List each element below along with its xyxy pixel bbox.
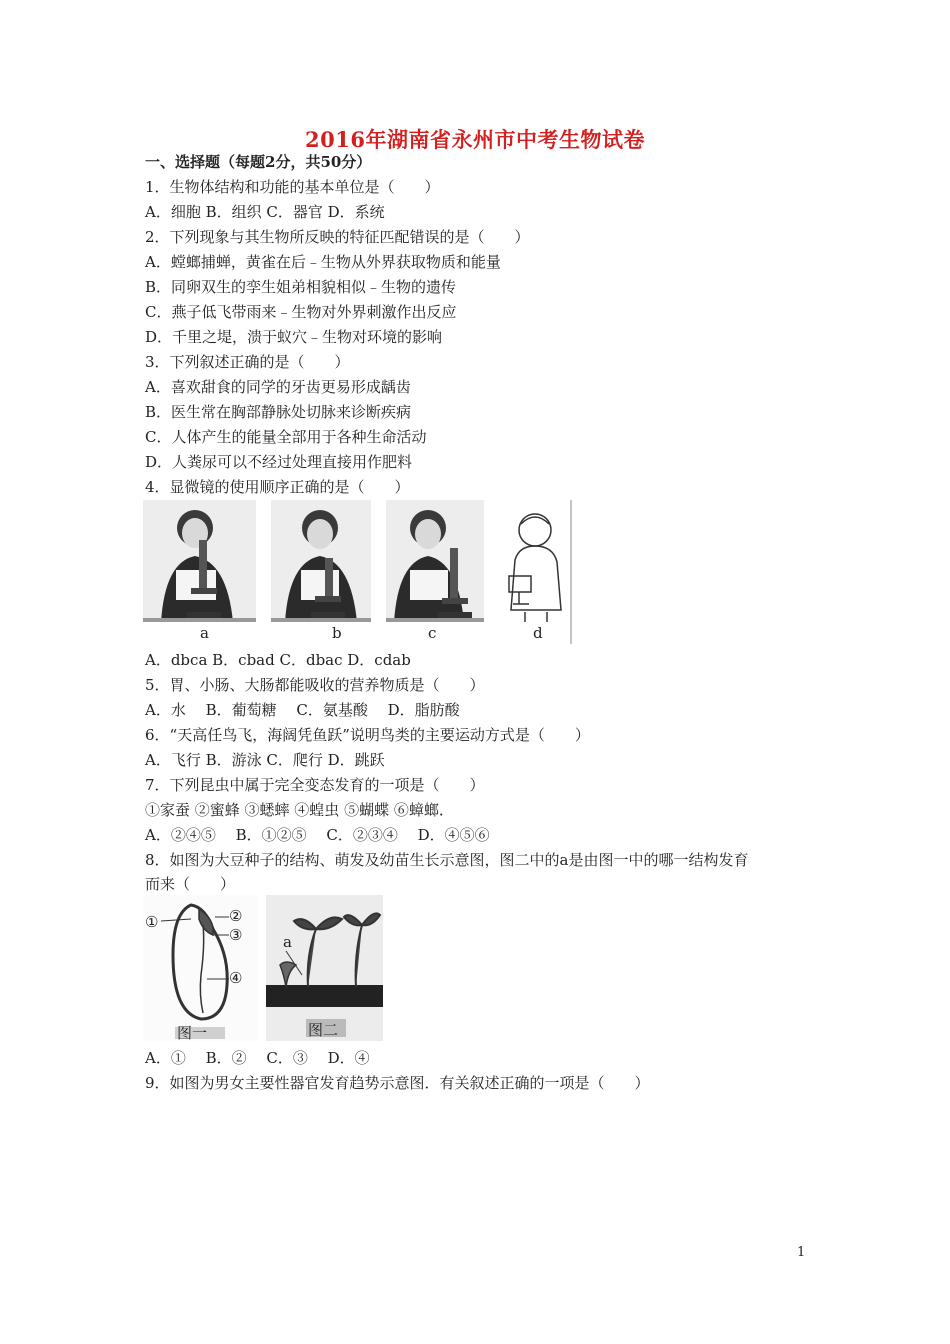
photo-a bbox=[143, 500, 256, 622]
question-2-option-a: A．螳螂捕蝉，黄雀在后﹣生物从外界获取物质和能量 bbox=[145, 253, 501, 271]
figure-one-label: 图一 bbox=[177, 1024, 208, 1041]
question-1: 1．生物体结构和功能的基本单位是（ ） bbox=[145, 178, 440, 196]
marker-3: ③ bbox=[229, 926, 243, 944]
question-3-option-c: C．人体产生的能量全部用于各种生命活动 bbox=[145, 428, 427, 446]
drawing-d bbox=[495, 500, 575, 644]
soybean-figure bbox=[143, 895, 383, 1041]
question-9: 9．如图为男女主要性器官发育趋势示意图．有关叙述正确的一项是（ ） bbox=[145, 1074, 650, 1092]
question-2: 2．下列现象与其生物所反映的特征匹配错误的是（ ） bbox=[145, 228, 530, 246]
question-6: 6．“天高任鸟飞，海阔凭鱼跃”说明鸟类的主要运动方式是（ ） bbox=[145, 726, 590, 744]
question-8-continued: 而来（ ） bbox=[145, 875, 236, 893]
question-5-options: A．水 B．葡萄糖 C．氨基酸 D．脂肪酸 bbox=[145, 701, 460, 719]
question-3-option-a: A．喜欢甜食的同学的牙齿更易形成龋齿 bbox=[145, 378, 411, 396]
marker-1: ① bbox=[145, 913, 159, 931]
figure-label-d: d bbox=[533, 624, 543, 642]
question-7-options: A．②④⑤ B．①②⑤ C．②③④ D．④⑤⑥ bbox=[145, 826, 490, 844]
label-a: a bbox=[283, 933, 292, 951]
figure-two-label: 图二 bbox=[308, 1021, 339, 1039]
question-2-option-b: B．同卵双生的孪生姐弟相貌相似﹣生物的遗传 bbox=[145, 278, 457, 296]
marker-4: ④ bbox=[229, 969, 243, 987]
section-heading: 一、选择题（每题2分，共50分） bbox=[145, 153, 372, 171]
question-6-options: A．飞行 B．游泳 C．爬行 D．跳跃 bbox=[145, 751, 385, 769]
question-3: 3．下列叙述正确的是（ ） bbox=[145, 353, 350, 371]
question-3-option-d: D．人粪尿可以不经过处理直接用作肥料 bbox=[145, 453, 413, 471]
page-number: 1 bbox=[797, 1245, 806, 1260]
question-1-options: A．细胞 B．组织 C．器官 D．系统 bbox=[145, 203, 385, 221]
photo-b bbox=[271, 500, 371, 622]
question-2-option-d: D．千里之堤，溃于蚁穴﹣生物对环境的影响 bbox=[145, 328, 443, 346]
figure-label-c: c bbox=[428, 624, 437, 642]
question-3-option-b: B．医生常在胸部静脉处切脉来诊断疾病 bbox=[145, 403, 412, 421]
microscope-figure bbox=[143, 500, 575, 644]
question-7: 7．下列昆虫中属于完全变态发育的一项是（ ） bbox=[145, 776, 485, 794]
question-4: 4．显微镜的使用顺序正确的是（ ） bbox=[145, 478, 410, 496]
question-8: 8．如图为大豆种子的结构、萌发及幼苗生长示意图，图二中的a是由图一中的哪一结构发育 bbox=[145, 851, 749, 869]
question-7-items: ①家蚕 ②蜜蜂 ③蟋蟀 ④蝗虫 ⑤蝴蝶 ⑥蟑螂． bbox=[145, 801, 454, 819]
page-title: 2016年湖南省永州市中考生物试卷 bbox=[305, 127, 645, 152]
figure-label-b: b bbox=[332, 624, 342, 642]
question-5: 5．胃、小肠、大肠都能吸收的营养物质是（ ） bbox=[145, 676, 485, 694]
question-2-option-c: C．燕子低飞带雨来﹣生物对外界刺激作出反应 bbox=[145, 303, 457, 321]
marker-2: ② bbox=[229, 907, 243, 925]
figure-label-a: a bbox=[200, 624, 209, 642]
photo-c bbox=[386, 500, 484, 622]
question-8-options: A．① B．② C．③ D．④ bbox=[145, 1049, 370, 1067]
question-4-options: A．dbca B．cbad C．dbac D．cdab bbox=[145, 651, 411, 669]
